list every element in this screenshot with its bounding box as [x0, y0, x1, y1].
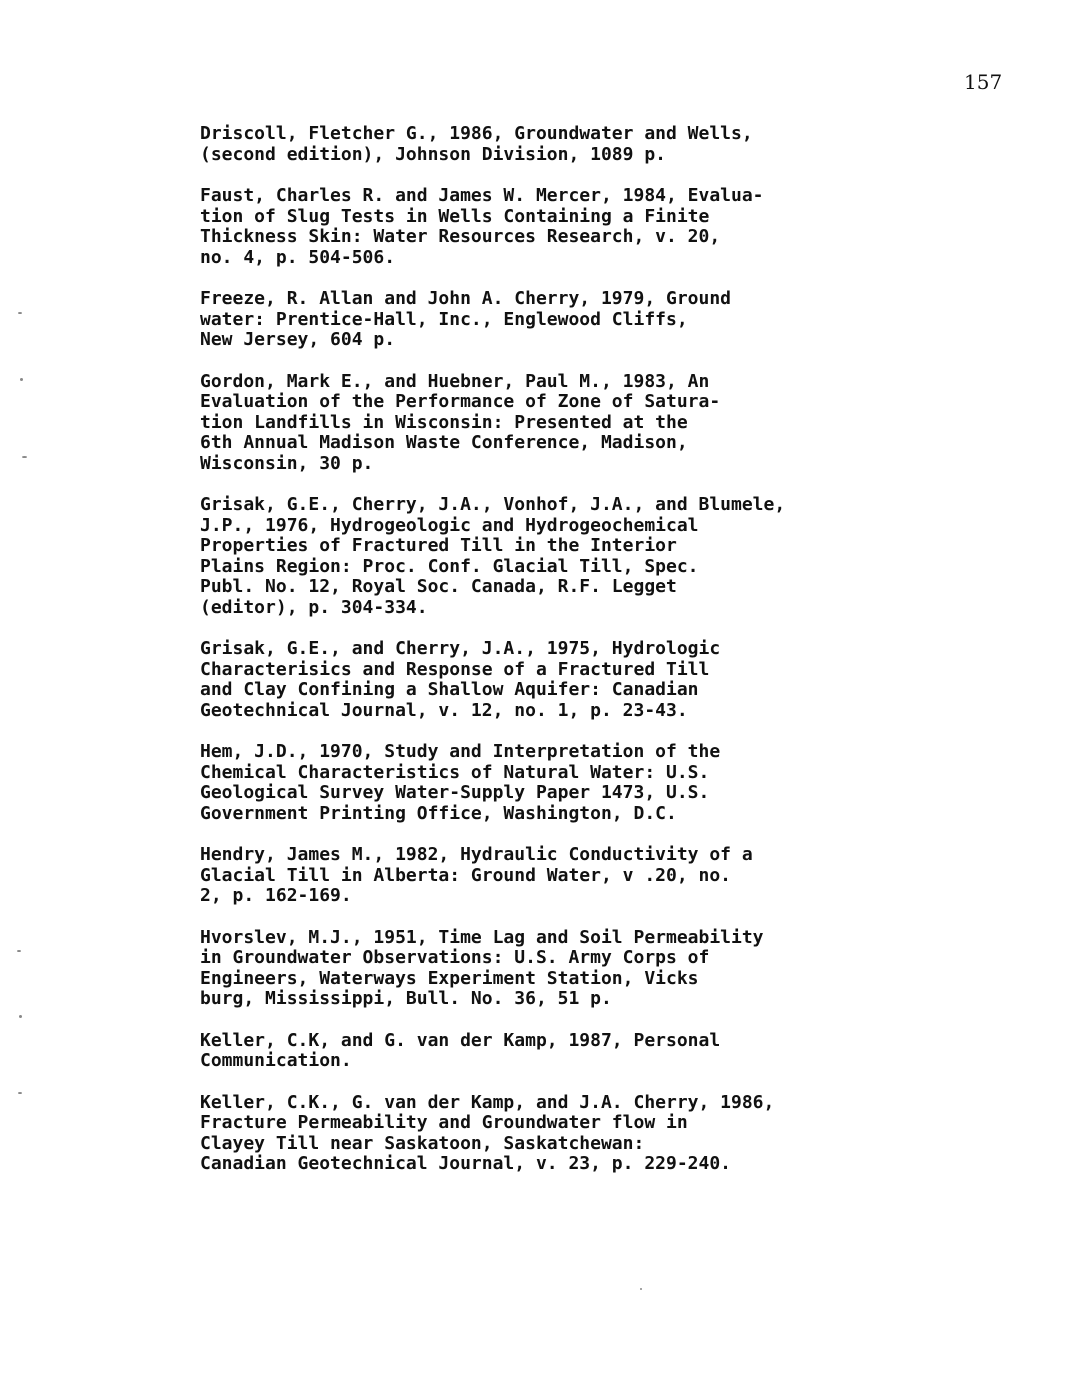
- reference-line: Grisak, G.E., Cherry, J.A., Vonhof, J.A., and Blumele,: [200, 494, 786, 515]
- reference-line: Hvorslev, M.J., 1951, Time Lag and Soil Permeability: [200, 926, 764, 948]
- reference-line: Plains Region: Proc. Conf. Glacial Till, Spec.: [200, 555, 699, 577]
- reference-line: Thickness Skin: Water Resources Research, v. 20,: [200, 226, 721, 247]
- reference-line: Government Printing Office, Washington, D.C.: [200, 802, 677, 824]
- reference-line: Hendry, James M., 1982, Hydraulic Conductivity of a: [200, 844, 753, 865]
- reference-line: Hem, J.D., 1970, Study and Interpretation of the: [200, 741, 721, 762]
- reference-entry: [200, 186, 920, 268]
- reference-line: Clayey Till near Saskatoon, Saskatchewan:: [200, 1132, 645, 1154]
- reference-line: Communication.: [200, 1050, 352, 1071]
- reference-entry: [200, 289, 920, 351]
- page-number: 157: [964, 70, 1003, 94]
- reference-line: Gordon, Mark E., and Huebner, Paul M., 1983, An: [200, 370, 710, 392]
- reference-entry: [200, 1093, 920, 1175]
- reference-line: Fracture Permeability and Groundwater flow in: [200, 1112, 688, 1133]
- reference-line: water: Prentice-Hall, Inc., Englewood Cliffs,: [200, 308, 688, 330]
- scan-speck: [18, 1092, 22, 1094]
- reference-line: Chemical Characteristics of Natural Water: U.S.: [200, 761, 710, 783]
- reference-line: 2, p. 162-169.: [200, 885, 352, 906]
- reference-line: Properties of Fractured Till in the Interior: [200, 535, 677, 556]
- reference-line: J.P., 1976, Hydrogeologic and Hydrogeochemical: [200, 514, 699, 536]
- reference-entry: [200, 742, 920, 824]
- reference-line: burg, Mississippi, Bull. No. 36, 51 p.: [200, 988, 612, 1009]
- reference-entry: [200, 1031, 920, 1072]
- reference-line: Engineers, Waterways Experiment Station, Vicks: [200, 967, 699, 989]
- reference-line: Characterisics and Response of a Fractured Till: [200, 658, 710, 680]
- scan-speck: [18, 312, 22, 314]
- scan-speck: [640, 1288, 642, 1290]
- reference-line: Freeze, R. Allan and John A. Cherry, 1979, Ground: [200, 288, 732, 309]
- reference-line: no. 4, p. 504-506.: [200, 246, 396, 268]
- scan-speck: [22, 456, 27, 458]
- reference-line: and Clay Confining a Shallow Aquifer: Canadian: [200, 679, 699, 700]
- reference-entry: [200, 372, 920, 475]
- reference-line: Evaluation of the Performance of Zone of Satura-: [200, 391, 721, 412]
- reference-line: Faust, Charles R. and James W. Mercer, 1984, Evalua-: [200, 185, 764, 206]
- reference-entry: [200, 124, 920, 165]
- reference-line: Keller, C.K, and G. van der Kamp, 1987, Personal: [200, 1029, 721, 1051]
- reference-line: tion Landfills in Wisconsin: Presented at the: [200, 411, 688, 433]
- scan-speck: [19, 1015, 22, 1018]
- reference-line: New Jersey, 604 p.: [200, 329, 396, 350]
- reference-line: Publ. No. 12, Royal Soc. Canada, R.F. Legget: [200, 576, 677, 597]
- reference-entry: [200, 845, 920, 907]
- reference-line: Wisconsin, 30 p.: [200, 452, 374, 474]
- reference-line: Grisak, G.E., and Cherry, J.A., 1975, Hydrologic: [200, 638, 721, 659]
- reference-entry: [200, 928, 920, 1010]
- reference-line: 6th Annual Madison Waste Conference, Madison,: [200, 432, 688, 453]
- reference-line: Glacial Till in Alberta: Ground Water, v .20, no.: [200, 864, 732, 886]
- reference-entry: [200, 495, 920, 618]
- reference-line: Driscoll, Fletcher G., 1986, Groundwater and Wells,: [200, 123, 753, 144]
- reference-line: Keller, C.K., G. van der Kamp, and J.A. Cherry, 1986,: [200, 1091, 775, 1113]
- reference-line: Geotechnical Journal, v. 12, no. 1, p. 23-43.: [200, 699, 688, 721]
- reference-line: tion of Slug Tests in Wells Containing a Finite: [200, 205, 710, 227]
- scan-speck: [20, 378, 23, 381]
- reference-line: Canadian Geotechnical Journal, v. 23, p. 229-240.: [200, 1153, 732, 1174]
- scan-speck: [17, 950, 21, 952]
- reference-line: (second edition), Johnson Division, 1089 p.: [200, 143, 666, 165]
- reference-line: Geological Survey Water-Supply Paper 1473, U.S.: [200, 782, 710, 803]
- reference-line: in Groundwater Observations: U.S. Army Corps of: [200, 947, 710, 968]
- reference-entry: [200, 639, 920, 721]
- reference-list: [200, 124, 920, 1196]
- reference-line: (editor), p. 304-334.: [200, 596, 428, 618]
